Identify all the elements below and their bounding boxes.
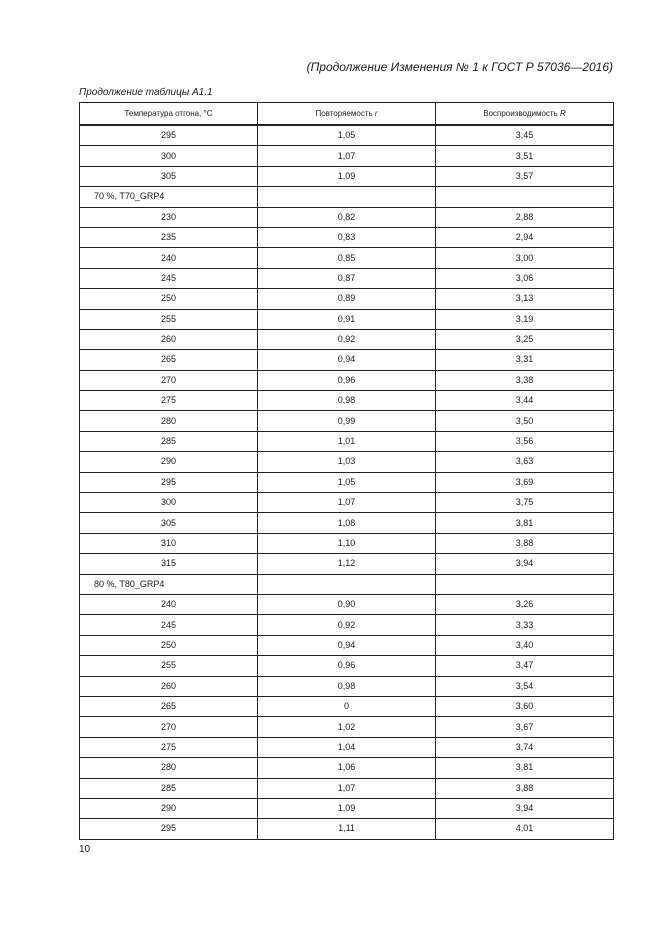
table-row [80, 227, 614, 247]
table-row [80, 268, 614, 288]
table-row [80, 819, 614, 839]
table-row [80, 513, 614, 533]
empty-cell [436, 574, 614, 594]
table-row [80, 696, 614, 716]
temperature-cell: 295 [80, 472, 258, 492]
table-row [80, 289, 614, 309]
repeatability-cell: 0,92 [258, 615, 436, 635]
temperature-cell: 265 [80, 350, 258, 370]
temperature-cell: 245 [80, 615, 258, 635]
reproducibility-cell: 3,44 [436, 391, 614, 411]
repeatability-cell: 1,03 [258, 452, 436, 472]
table-row [80, 166, 614, 186]
repeatability-cell: 1,10 [258, 533, 436, 553]
repeatability-cell: 0,87 [258, 268, 436, 288]
temperature-cell: 250 [80, 635, 258, 655]
table-row [80, 554, 614, 574]
repeatability-cell: 0,94 [258, 635, 436, 655]
table-row [80, 411, 614, 431]
temperature-cell: 315 [80, 554, 258, 574]
repeatability-cell: 1,11 [258, 819, 436, 839]
empty-cell [258, 187, 436, 207]
table-caption: Продолжение таблицы А1.1 [79, 87, 213, 98]
table-row [80, 431, 614, 451]
reproducibility-cell: 3,40 [436, 635, 614, 655]
header-temperature [80, 103, 258, 126]
table-body [80, 125, 614, 839]
table-row [80, 533, 614, 553]
reproducibility-cell: 3,94 [436, 798, 614, 818]
group-label: 80 %, T80_GRP4 [80, 574, 258, 594]
temperature-cell: 295 [80, 125, 258, 146]
table-row [80, 594, 614, 614]
reproducibility-cell: 3,56 [436, 431, 614, 451]
table-row [80, 207, 614, 227]
repeatability-cell: 1,07 [258, 146, 436, 166]
temperature-cell: 285 [80, 778, 258, 798]
reproducibility-cell: 3,25 [436, 329, 614, 349]
document-header-note: (Продолжение Изменения № 1 к ГОСТ Р 57036—2016) [306, 60, 613, 74]
temperature-cell: 250 [80, 289, 258, 309]
table-row [80, 370, 614, 390]
reproducibility-cell: 3,57 [436, 166, 614, 186]
reproducibility-cell: 3,26 [436, 594, 614, 614]
table-row [80, 798, 614, 818]
table-group-row [80, 187, 614, 207]
temperature-cell: 280 [80, 758, 258, 778]
reproducibility-cell: 3,67 [436, 717, 614, 737]
reproducibility-cell: 4,01 [436, 819, 614, 839]
reproducibility-cell: 3,94 [436, 554, 614, 574]
reproducibility-cell: 2,88 [436, 207, 614, 227]
temperature-cell: 275 [80, 737, 258, 757]
table-row [80, 309, 614, 329]
repeatability-cell: 1,01 [258, 431, 436, 451]
temperature-cell: 290 [80, 798, 258, 818]
repeatability-cell: 0,85 [258, 248, 436, 268]
table-row [80, 350, 614, 370]
table-row [80, 472, 614, 492]
temperature-cell: 275 [80, 391, 258, 411]
table-row [80, 493, 614, 513]
repeatability-cell: 1,09 [258, 166, 436, 186]
header-reproducibility [436, 103, 614, 126]
repeatability-cell: 0,92 [258, 329, 436, 349]
header-repeatability-label: Повторяемость [315, 108, 373, 118]
table-row [80, 717, 614, 737]
reproducibility-cell: 3,88 [436, 533, 614, 553]
header-reproducibility-label: Воспроизводимость [483, 108, 558, 118]
table-header-row [80, 103, 614, 126]
repeatability-cell: 0,91 [258, 309, 436, 329]
table-row [80, 635, 614, 655]
table-row [80, 737, 614, 757]
repeatability-cell: 0,98 [258, 391, 436, 411]
reproducibility-cell: 3,54 [436, 676, 614, 696]
temperature-cell: 240 [80, 594, 258, 614]
reproducibility-cell: 3,50 [436, 411, 614, 431]
reproducibility-cell: 3,63 [436, 452, 614, 472]
reproducibility-cell: 2,94 [436, 227, 614, 247]
temperature-cell: 300 [80, 493, 258, 513]
temperature-cell: 265 [80, 696, 258, 716]
repeatability-cell: 0 [258, 696, 436, 716]
reproducibility-cell: 3,31 [436, 350, 614, 370]
repeatability-cell: 1,12 [258, 554, 436, 574]
repeatability-cell: 0,96 [258, 656, 436, 676]
repeatability-cell: 0,89 [258, 289, 436, 309]
temperature-cell: 245 [80, 268, 258, 288]
table-row [80, 329, 614, 349]
temperature-cell: 260 [80, 329, 258, 349]
reproducibility-cell: 3,47 [436, 656, 614, 676]
reproducibility-cell: 3,81 [436, 513, 614, 533]
temperature-cell: 295 [80, 819, 258, 839]
temperature-cell: 270 [80, 370, 258, 390]
repeatability-cell: 1,05 [258, 125, 436, 146]
reproducibility-cell: 3,74 [436, 737, 614, 757]
table-row [80, 125, 614, 146]
repeatability-cell: 1,07 [258, 493, 436, 513]
temperature-cell: 280 [80, 411, 258, 431]
repeatability-cell: 0,90 [258, 594, 436, 614]
repeatability-cell: 1,08 [258, 513, 436, 533]
reproducibility-cell: 3,06 [436, 268, 614, 288]
table-row [80, 778, 614, 798]
reproducibility-cell: 3,81 [436, 758, 614, 778]
repeatability-cell: 1,05 [258, 472, 436, 492]
reproducibility-cell: 3,69 [436, 472, 614, 492]
temperature-cell: 260 [80, 676, 258, 696]
temperature-cell: 300 [80, 146, 258, 166]
repeatability-cell: 0,83 [258, 227, 436, 247]
table-row [80, 391, 614, 411]
header-reproducibility-symbol: R [559, 108, 566, 118]
reproducibility-cell: 3,60 [436, 696, 614, 716]
reproducibility-cell: 3,38 [436, 370, 614, 390]
temperature-cell: 235 [80, 227, 258, 247]
repeatability-cell: 1,07 [258, 778, 436, 798]
reproducibility-cell: 3,45 [436, 125, 614, 146]
group-label: 70 %, T70_GRP4 [80, 187, 258, 207]
temperature-cell: 290 [80, 452, 258, 472]
repeatability-cell: 1,09 [258, 798, 436, 818]
temperature-cell: 270 [80, 717, 258, 737]
temperature-cell: 285 [80, 431, 258, 451]
precision-table [79, 102, 614, 840]
repeatability-cell: 1,06 [258, 758, 436, 778]
reproducibility-cell: 3,51 [436, 146, 614, 166]
table-row [80, 248, 614, 268]
reproducibility-cell: 3,00 [436, 248, 614, 268]
table-row [80, 452, 614, 472]
temperature-cell: 255 [80, 309, 258, 329]
table-row [80, 676, 614, 696]
reproducibility-cell: 3,19 [436, 309, 614, 329]
table-row [80, 146, 614, 166]
temperature-cell: 310 [80, 533, 258, 553]
repeatability-cell: 1,04 [258, 737, 436, 757]
table-row [80, 615, 614, 635]
repeatability-cell: 0,96 [258, 370, 436, 390]
repeatability-cell: 1,02 [258, 717, 436, 737]
header-temperature-label: Температура отгона, °C [124, 108, 213, 118]
table-row [80, 758, 614, 778]
table-group-row [80, 574, 614, 594]
reproducibility-cell: 3,75 [436, 493, 614, 513]
repeatability-cell: 0,82 [258, 207, 436, 227]
repeatability-cell: 0,99 [258, 411, 436, 431]
repeatability-cell: 0,98 [258, 676, 436, 696]
temperature-cell: 230 [80, 207, 258, 227]
reproducibility-cell: 3,33 [436, 615, 614, 635]
reproducibility-cell: 3,13 [436, 289, 614, 309]
repeatability-cell: 0,94 [258, 350, 436, 370]
empty-cell [258, 574, 436, 594]
temperature-cell: 255 [80, 656, 258, 676]
temperature-cell: 305 [80, 513, 258, 533]
empty-cell [436, 187, 614, 207]
temperature-cell: 240 [80, 248, 258, 268]
page-number: 10 [79, 844, 91, 855]
table-row [80, 656, 614, 676]
header-repeatability-symbol: r [374, 108, 378, 118]
temperature-cell: 305 [80, 166, 258, 186]
header-repeatability [258, 103, 436, 126]
reproducibility-cell: 3,88 [436, 778, 614, 798]
